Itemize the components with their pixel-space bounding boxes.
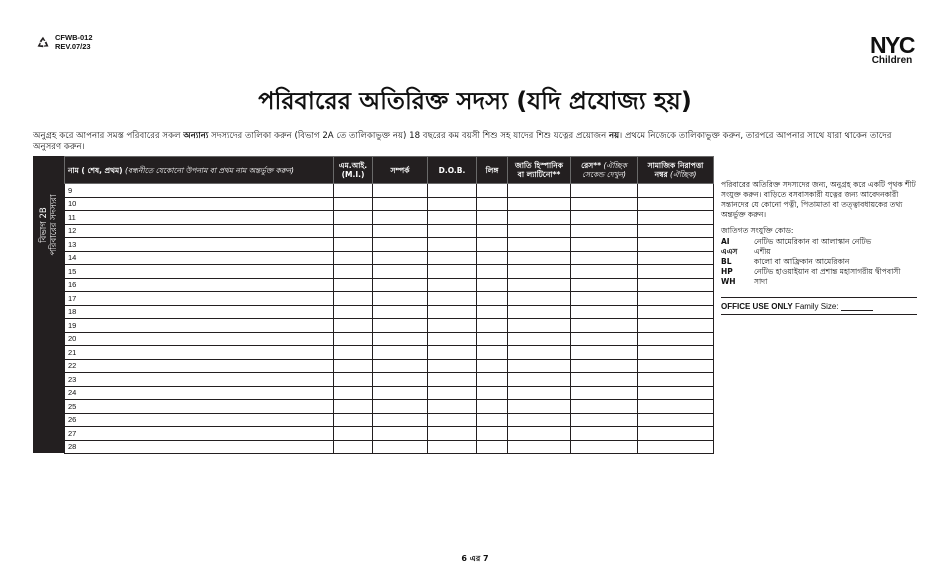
dob-cell[interactable]: [428, 400, 477, 414]
ssn-cell[interactable]: [638, 332, 714, 346]
dob-cell[interactable]: [428, 184, 477, 198]
dob-cell[interactable]: [428, 413, 477, 427]
race-code-label: নেটিভ হাওয়াইয়ান বা প্রশান্ত মহাসাগরীয় দ্বীপবাসী: [754, 267, 901, 276]
ssn-cell[interactable]: [638, 251, 714, 265]
mi-cell[interactable]: [334, 305, 373, 319]
table-row: [65, 238, 714, 252]
relationship-cell[interactable]: [373, 305, 428, 319]
row-number: 24: [68, 388, 77, 398]
race-code: এএস: [721, 247, 738, 256]
name-cell[interactable]: [65, 278, 334, 292]
ssn-cell[interactable]: [638, 427, 714, 441]
name-cell[interactable]: [65, 427, 334, 441]
sex-cell[interactable]: [477, 373, 508, 387]
table-row: [65, 197, 714, 211]
row-number: 11: [68, 212, 76, 222]
race-cell[interactable]: [571, 332, 638, 346]
dob-cell[interactable]: [428, 346, 477, 360]
page-number: 6 এর 7: [461, 554, 489, 563]
hispanic-cell[interactable]: [508, 440, 571, 454]
race-code-row: [721, 247, 917, 257]
dob-cell[interactable]: [428, 251, 477, 265]
table-row: [65, 346, 714, 360]
row-number: 9: [68, 185, 73, 195]
table-row: [65, 427, 714, 441]
relationship-cell[interactable]: [373, 251, 428, 265]
hispanic-cell[interactable]: [508, 184, 571, 198]
mi-cell[interactable]: [334, 373, 373, 387]
relationship-cell[interactable]: [373, 413, 428, 427]
race-code-row: [721, 237, 917, 247]
hispanic-cell[interactable]: [508, 400, 571, 414]
name-cell[interactable]: [65, 211, 334, 225]
hispanic-cell[interactable]: [508, 238, 571, 252]
sex-cell[interactable]: [477, 427, 508, 441]
hispanic-cell[interactable]: [508, 332, 571, 346]
name-cell[interactable]: [65, 413, 334, 427]
header-ssn: সামাজিক নিরাপত্তা নম্বর (ঐচ্ছিক): [638, 157, 714, 184]
relationship-cell[interactable]: [373, 292, 428, 306]
ssn-cell[interactable]: [638, 319, 714, 333]
header-sex: লিঙ্গ: [477, 157, 508, 184]
header-mi: এম.আই. (M.I.): [334, 157, 373, 184]
dob-cell[interactable]: [428, 211, 477, 225]
dob-cell[interactable]: [428, 265, 477, 279]
header-dob: D.O.B.: [428, 157, 477, 184]
relationship-cell[interactable]: [373, 238, 428, 252]
race-code-row: [721, 267, 917, 277]
mi-cell[interactable]: [334, 400, 373, 414]
table-row: [65, 359, 714, 373]
ssn-cell[interactable]: [638, 373, 714, 387]
ssn-cell[interactable]: [638, 440, 714, 454]
race-cell[interactable]: [571, 427, 638, 441]
ssn-cell[interactable]: [638, 211, 714, 225]
dob-cell[interactable]: [428, 305, 477, 319]
ssn-cell[interactable]: [638, 278, 714, 292]
dob-cell[interactable]: [428, 238, 477, 252]
mi-cell[interactable]: [334, 359, 373, 373]
table-row: [65, 400, 714, 414]
relationship-cell[interactable]: [373, 265, 428, 279]
ssn-cell[interactable]: [638, 305, 714, 319]
mi-cell[interactable]: [334, 278, 373, 292]
table-row: [65, 332, 714, 346]
sex-cell[interactable]: [477, 346, 508, 360]
name-cell[interactable]: [65, 346, 334, 360]
mi-cell[interactable]: [334, 238, 373, 252]
sex-cell[interactable]: [477, 319, 508, 333]
sidebar-notes: [721, 180, 917, 287]
race-cell[interactable]: [571, 265, 638, 279]
form-revision: REV.07/23: [55, 41, 91, 51]
race-code-label: সাদা: [754, 277, 768, 286]
mi-cell[interactable]: [334, 319, 373, 333]
sex-cell[interactable]: [477, 265, 508, 279]
mi-cell[interactable]: [334, 265, 373, 279]
section-2b-subtitle: পরিবারের সদস্যরা: [48, 194, 59, 256]
ssn-cell[interactable]: [638, 359, 714, 373]
relationship-cell[interactable]: [373, 346, 428, 360]
race-code: WH: [721, 277, 736, 286]
sex-cell[interactable]: [477, 359, 508, 373]
hispanic-cell[interactable]: [508, 413, 571, 427]
row-number: 25: [68, 401, 77, 411]
race-cell[interactable]: [571, 359, 638, 373]
instructions-part1: অনুগ্রহ করে আপনার সমস্ত পরিবারের সকল: [33, 131, 184, 141]
sex-cell[interactable]: [477, 224, 508, 238]
instructions-bold2: নয়: [608, 131, 620, 141]
ssn-cell[interactable]: [638, 400, 714, 414]
race-code: AI: [721, 237, 730, 246]
row-number: 10: [68, 199, 77, 209]
dob-cell[interactable]: [428, 292, 477, 306]
hispanic-cell[interactable]: [508, 278, 571, 292]
table-row: [65, 211, 714, 225]
hispanic-cell[interactable]: [508, 292, 571, 306]
sex-cell[interactable]: [477, 184, 508, 198]
row-number: 16: [68, 280, 77, 290]
table-row: [65, 224, 714, 238]
relationship-cell[interactable]: [373, 400, 428, 414]
sex-cell[interactable]: [477, 440, 508, 454]
race-cell[interactable]: [571, 413, 638, 427]
race-cell[interactable]: [571, 211, 638, 225]
hispanic-cell[interactable]: [508, 319, 571, 333]
table-row: [65, 373, 714, 387]
row-number: 20: [68, 334, 77, 344]
race-cell[interactable]: [571, 238, 638, 252]
name-cell[interactable]: [65, 251, 334, 265]
relationship-cell[interactable]: [373, 427, 428, 441]
mi-cell[interactable]: [334, 440, 373, 454]
table-row: [65, 251, 714, 265]
relationship-cell[interactable]: [373, 197, 428, 211]
hispanic-cell[interactable]: [508, 386, 571, 400]
table-row: [65, 319, 714, 333]
mi-cell[interactable]: [334, 346, 373, 360]
hispanic-cell[interactable]: [508, 211, 571, 225]
mi-cell[interactable]: [334, 197, 373, 211]
table-row: [65, 184, 714, 198]
hispanic-cell[interactable]: [508, 373, 571, 387]
relationship-cell[interactable]: [373, 211, 428, 225]
mi-cell[interactable]: [334, 211, 373, 225]
household-members-table: [64, 156, 714, 454]
office-use-label: OFFICE USE ONLY: [721, 302, 793, 311]
hispanic-cell[interactable]: [508, 359, 571, 373]
sex-cell[interactable]: [477, 413, 508, 427]
row-number: 28: [68, 442, 77, 452]
name-cell[interactable]: [65, 197, 334, 211]
race-cell[interactable]: [571, 278, 638, 292]
ssn-cell[interactable]: [638, 197, 714, 211]
row-number: 18: [68, 307, 77, 317]
relationship-cell[interactable]: [373, 440, 428, 454]
mi-cell[interactable]: [334, 332, 373, 346]
ssn-cell[interactable]: [638, 238, 714, 252]
sex-cell[interactable]: [477, 305, 508, 319]
row-number: 15: [68, 266, 77, 276]
family-size-field[interactable]: [841, 302, 873, 311]
row-number: 12: [68, 226, 77, 236]
office-use-block: [721, 297, 917, 315]
dob-cell[interactable]: [428, 386, 477, 400]
row-number: 22: [68, 361, 77, 371]
instructions: [33, 131, 913, 153]
section-2b-label: [33, 156, 64, 453]
mi-cell[interactable]: [334, 184, 373, 198]
dob-cell[interactable]: [428, 332, 477, 346]
table-row: [65, 292, 714, 306]
dob-cell[interactable]: [428, 373, 477, 387]
hispanic-cell[interactable]: [508, 197, 571, 211]
ssn-cell[interactable]: [638, 386, 714, 400]
race-cell[interactable]: [571, 373, 638, 387]
race-cell[interactable]: [571, 386, 638, 400]
table-row: [65, 413, 714, 427]
name-cell[interactable]: [65, 319, 334, 333]
row-number: 23: [68, 374, 77, 384]
name-cell[interactable]: [65, 373, 334, 387]
race-cell[interactable]: [571, 224, 638, 238]
sex-cell[interactable]: [477, 238, 508, 252]
race-cell[interactable]: [571, 319, 638, 333]
header-hispanic: জাতি হিস্পানিক বা ল্যাটিনো**: [508, 157, 571, 184]
sex-cell[interactable]: [477, 386, 508, 400]
section-2b-title: বিভাগ 2B: [38, 207, 49, 243]
relationship-cell[interactable]: [373, 332, 428, 346]
hispanic-cell[interactable]: [508, 427, 571, 441]
relationship-cell[interactable]: [373, 386, 428, 400]
race-codes-list: [721, 237, 917, 287]
dob-cell[interactable]: [428, 319, 477, 333]
sex-cell[interactable]: [477, 251, 508, 265]
sex-cell[interactable]: [477, 197, 508, 211]
sex-cell[interactable]: [477, 400, 508, 414]
race-cell[interactable]: [571, 292, 638, 306]
logo-nyc-text: NYC: [869, 32, 914, 58]
race-code-label: এশীয়: [754, 247, 771, 256]
row-number: 14: [68, 253, 77, 263]
name-cell[interactable]: [65, 224, 334, 238]
table-row: [65, 386, 714, 400]
table-row: [65, 305, 714, 319]
relationship-cell[interactable]: [373, 373, 428, 387]
race-cell[interactable]: [571, 346, 638, 360]
relationship-cell[interactable]: [373, 359, 428, 373]
sidebar-note: পরিবারের অতিরিক্ত সদস্যদের জন্য, অনুগ্রহ করে একটি পৃথক শীট সংযুক্ত করুন। বাড়িতে বসবাসকারী যত্নের জন্য আবেদনকারী সন্তানদের যে কোনো পত্নী, পিতামাতা বা তত্ত্বাবধায়কের তথ্য অন্তর্ভুক্ত করুন।: [721, 180, 916, 219]
row-number: 26: [68, 415, 77, 425]
sex-cell[interactable]: [477, 292, 508, 306]
name-cell[interactable]: [65, 184, 334, 198]
race-cell[interactable]: [571, 197, 638, 211]
name-cell[interactable]: [65, 440, 334, 454]
row-number: 27: [68, 428, 77, 438]
race-code-row: [721, 257, 917, 267]
race-cell[interactable]: [571, 400, 638, 414]
dob-cell[interactable]: [428, 427, 477, 441]
page-title: পরিবারের অতিরিক্ত সদস্য (যদি প্রযোজ্য হয়): [258, 87, 692, 115]
header-relationship: সম্পর্ক: [373, 157, 428, 184]
race-code-row: [721, 277, 917, 287]
dob-cell[interactable]: [428, 197, 477, 211]
mi-cell[interactable]: [334, 386, 373, 400]
ssn-cell[interactable]: [638, 413, 714, 427]
ssn-cell[interactable]: [638, 184, 714, 198]
name-cell[interactable]: [65, 400, 334, 414]
name-cell[interactable]: [65, 238, 334, 252]
logo-children-text: Children: [871, 55, 913, 66]
relationship-cell[interactable]: [373, 319, 428, 333]
ssn-cell[interactable]: [638, 292, 714, 306]
race-cell[interactable]: [571, 184, 638, 198]
race-cell[interactable]: [571, 440, 638, 454]
row-number: 21: [68, 347, 77, 357]
name-cell[interactable]: [65, 292, 334, 306]
relationship-cell[interactable]: [373, 224, 428, 238]
dob-cell[interactable]: [428, 359, 477, 373]
race-code: HP: [721, 267, 733, 276]
instructions-part3: । প্রথমে নিজেকে তালিকাভুক্ত করুন, তারপরে আপনার সাথে যারা থাকেন তাদের অনুসরণ করুন।: [33, 131, 892, 152]
hispanic-cell[interactable]: [508, 251, 571, 265]
nyc-children-logo: [870, 34, 914, 66]
family-size-label: Family Size:: [794, 302, 839, 311]
name-cell[interactable]: [65, 305, 334, 319]
mi-cell[interactable]: [334, 427, 373, 441]
hispanic-cell[interactable]: [508, 224, 571, 238]
dob-cell[interactable]: [428, 278, 477, 292]
race-cell[interactable]: [571, 251, 638, 265]
instructions-bold1: অন্যান্য: [183, 131, 209, 141]
form-code: CFWB-012: [55, 33, 93, 42]
hispanic-cell[interactable]: [508, 305, 571, 319]
header-name: নাম ( শেষ, প্রথম) (বন্ধনীতে যেকোনো উপনাম বা প্রথম নাম অন্তর্ভুক্ত করুন): [65, 157, 334, 184]
table-row: [65, 440, 714, 454]
row-number: 13: [68, 239, 77, 249]
hispanic-cell[interactable]: [508, 265, 571, 279]
name-cell[interactable]: [65, 332, 334, 346]
dob-cell[interactable]: [428, 224, 477, 238]
sex-cell[interactable]: [477, 211, 508, 225]
row-number: 17: [68, 293, 77, 303]
hispanic-cell[interactable]: [508, 346, 571, 360]
ssn-cell[interactable]: [638, 224, 714, 238]
instructions-part2: সদস্যদের তালিকা করুন (বিভাগ 2A তে তালিকাভুক্ত নয়) 18 বছরের কম বয়সী শিশু সহ যাদের শিশু যত্নের প্রয়োজন: [208, 131, 609, 141]
table-row: [65, 265, 714, 279]
form-code-block: [36, 34, 93, 51]
table-row: [65, 278, 714, 292]
relationship-cell[interactable]: [373, 278, 428, 292]
recycle-icon: [36, 36, 50, 50]
race-code: BL: [721, 257, 732, 266]
mi-cell[interactable]: [334, 224, 373, 238]
sex-cell[interactable]: [477, 278, 508, 292]
header-race: রেস** (ঐচ্ছিক সেকেন্ড দেখুন): [571, 157, 638, 184]
table-header-row: [65, 157, 714, 184]
mi-cell[interactable]: [334, 292, 373, 306]
sex-cell[interactable]: [477, 332, 508, 346]
race-codes-title: জাতিগত সংযুক্তি কোড:: [721, 226, 794, 235]
ssn-cell[interactable]: [638, 265, 714, 279]
mi-cell[interactable]: [334, 413, 373, 427]
race-code-label: কালো বা আফ্রিকান আমেরিকান: [754, 257, 850, 266]
race-code-label: নেটিভ আমেরিকান বা আলাস্কান নেটিভ: [754, 237, 872, 246]
name-cell[interactable]: [65, 386, 334, 400]
race-cell[interactable]: [571, 305, 638, 319]
mi-cell[interactable]: [334, 251, 373, 265]
name-cell[interactable]: [65, 359, 334, 373]
row-number: 19: [68, 320, 77, 330]
name-cell[interactable]: [65, 265, 334, 279]
dob-cell[interactable]: [428, 440, 477, 454]
ssn-cell[interactable]: [638, 346, 714, 360]
relationship-cell[interactable]: [373, 184, 428, 198]
